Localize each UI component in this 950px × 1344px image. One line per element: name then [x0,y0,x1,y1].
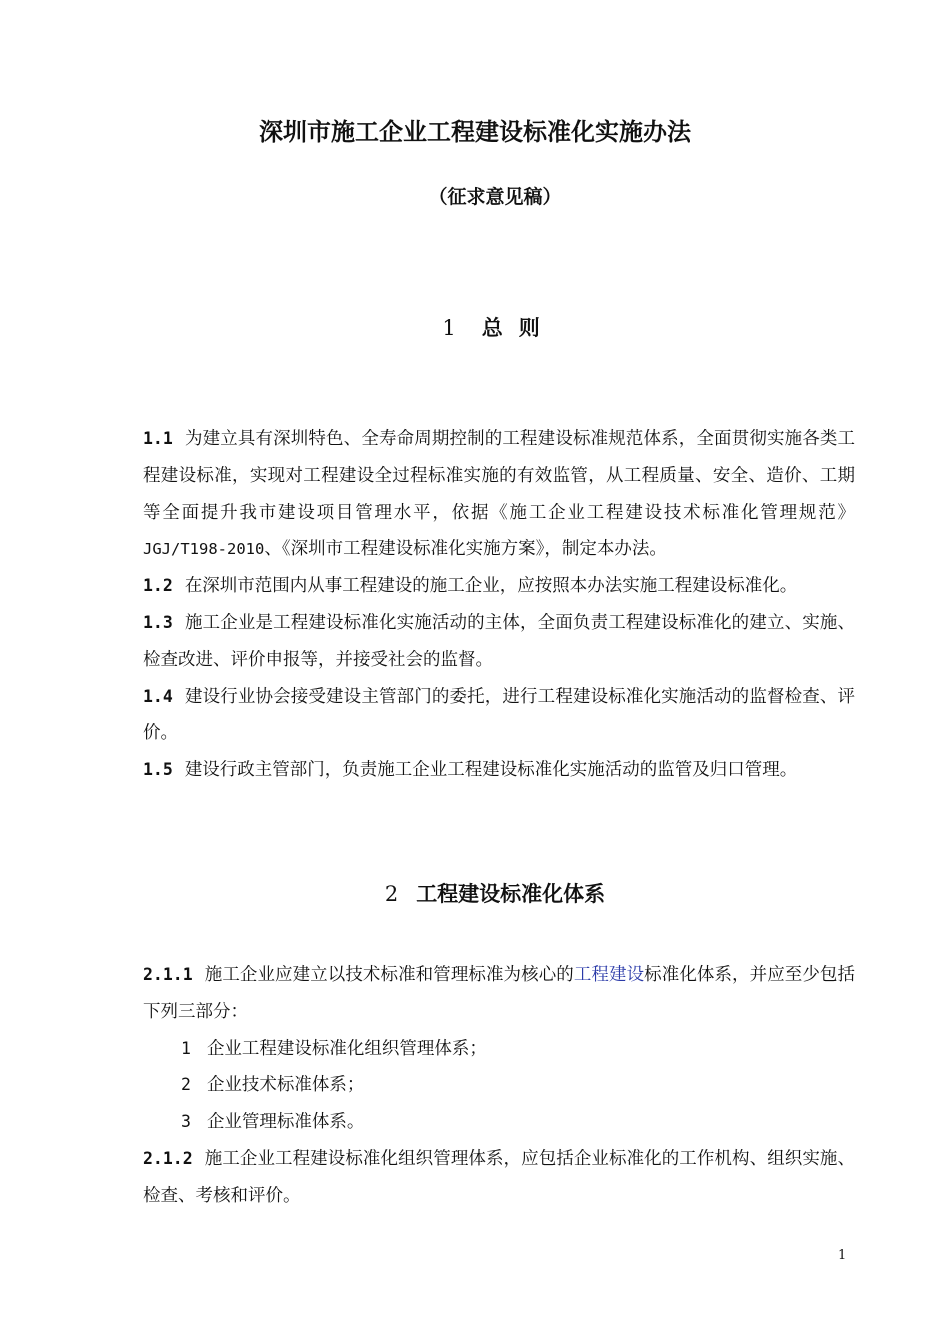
clause-2-1-1 [143,957,855,1031]
clause-number: 2.1.1 [143,965,193,984]
clause-1-5 [143,752,855,789]
clause-number: 1.5 [143,760,173,780]
clause-text: 施工企业是工程建设标准化实施活动的主体，全面负责工程建设标准化的建立、实施、检查改进、评价申报等，并接受社会的监督。 [143,612,855,670]
clause-1-1 [143,421,855,568]
list-item-text: 企业管理标准体系。 [206,1112,365,1133]
clause-1-4 [143,679,855,753]
clause-text: 建设行业协会接受建设主管部门的委托，进行工程建设标准化实施活动的监督检查、评价。 [143,686,855,744]
page-number: 1 [838,1248,847,1263]
clause-2-1-2 [143,1141,855,1215]
section-2-body [143,957,855,1215]
clause-number: 2.1.2 [143,1148,193,1168]
standard-reference: JGJ/T198-2010 [143,540,265,559]
list-item-number: 3 [181,1112,191,1132]
section-2-number: 2 [384,882,399,906]
clause-text: 在深圳市范围内从事工程建设的施工企业，应按照本办法实施工程建设标准化。 [184,576,798,597]
section-1-heading [0,312,950,342]
section-1-heading-char-a: 总 [481,315,503,340]
clause-text: 建设行政主管部门，负责施工企业工程建设标准化实施活动的监管及归口管理。 [184,760,798,781]
list-item-text: 企业工程建设标准化组织管理体系； [206,1038,487,1059]
list-item-number: 2 [181,1075,191,1095]
section-1-number: 1 [442,316,456,340]
engineering-construction-link[interactable]: 工程建设 [573,965,645,985]
list-item-number: 1 [181,1038,191,1058]
clause-number: 1.2 [143,576,173,596]
section-1-body [143,421,855,789]
list-item [143,1067,855,1104]
list-item [143,1031,855,1068]
clause-number: 1.3 [143,612,173,632]
clause-1-2 [143,568,855,605]
section-2-heading [0,878,950,908]
section-1-heading-char-b: 则 [518,315,540,340]
clause-number: 1.1 [143,429,173,448]
clause-text: 施工企业应建立以技术标准和管理标准为核心的 [204,965,574,985]
clause-text: 施工企业工程建设标准化组织管理体系，应包括企业标准化的工作机构、组织实施、检查、考核和评价。 [143,1148,855,1206]
section-2-heading-text: 工程建设标准化体系 [416,881,606,906]
clause-text: 标准化体系，并应至少包括下列三部分： [143,965,856,1022]
clause-text: 为建立具有深圳特色、全寿命周期控制的工程建设标准规范体系，全面贯彻实施各类工程建设标准，实现对工程建设全过程标准实施的有效监管，从工程质量、安全、造价、工期等全面提升我市建设项目管理水平，依据《施工企业工程建设技术标准化管理规范》 [143,429,855,523]
document-title: 深圳市施工企业工程建设标准化实施办法 [259,117,691,146]
document-subtitle: （征求意见稿） [428,186,562,208]
list-item [143,1104,855,1141]
list-item-text: 企业技术标准体系； [206,1075,365,1096]
clause-number: 1.4 [143,686,173,706]
clause-1-3 [143,605,855,679]
clause-text: 、《深圳市工程建设标准化实施方案》，制定本办法。 [264,539,667,560]
